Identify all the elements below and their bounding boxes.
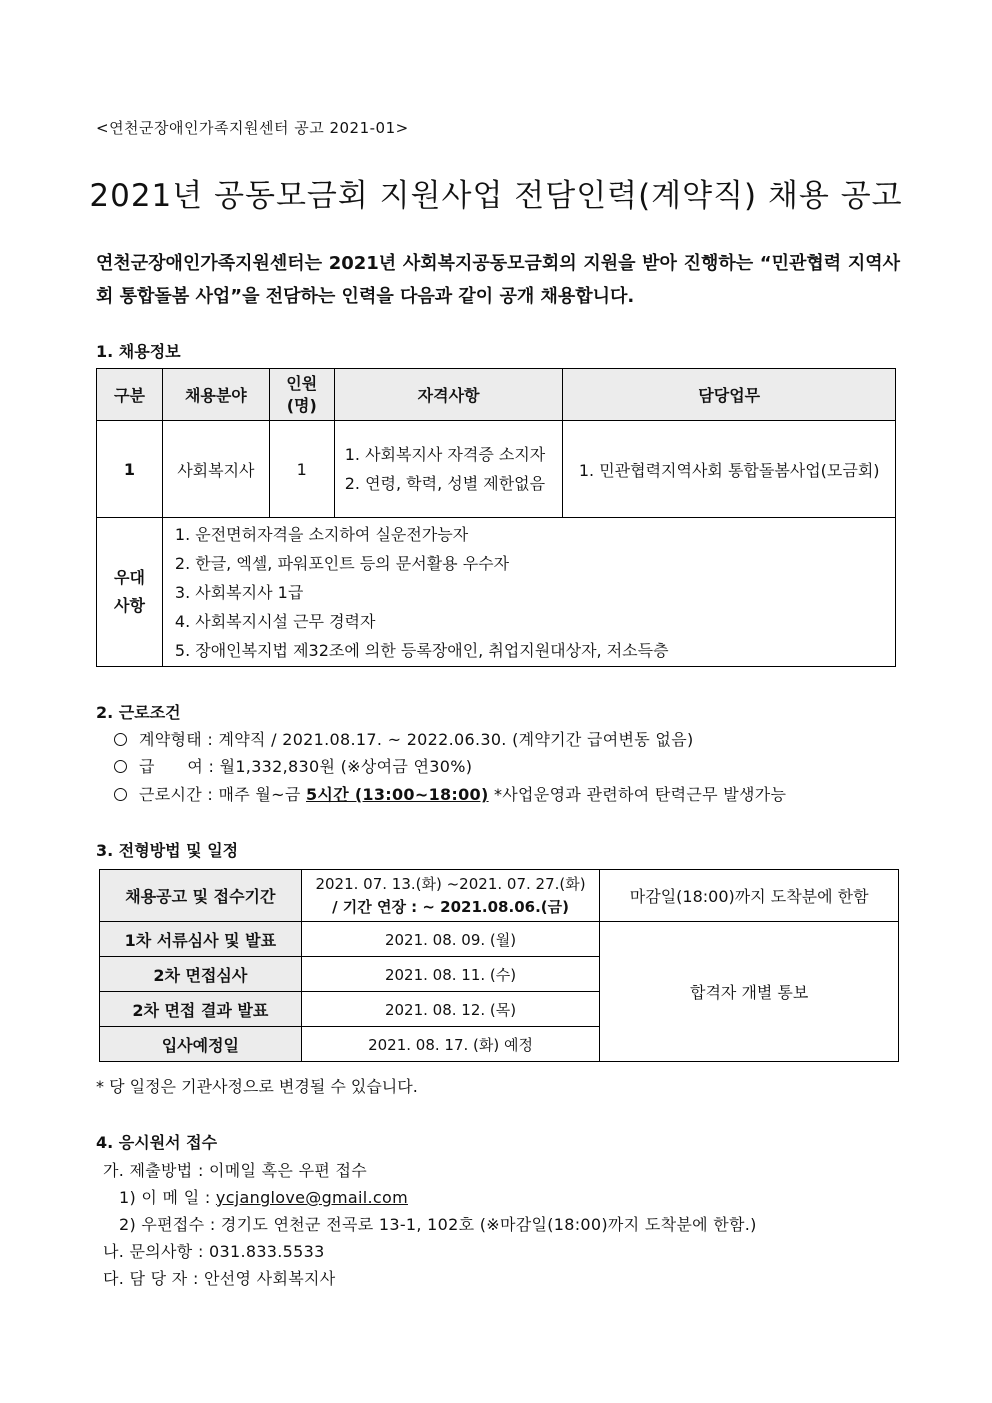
intro-paragraph: 연천군장애인가족지원센터는 2021년 사회복지공동모금회의 지원을 받아 진행하는 “민관협력 지역사회 통합돌봄 사업”을 전담하는 인력을 다음과 같이 공개 채용합니다. — [96, 253, 900, 307]
table-row — [97, 421, 896, 518]
section-1-heading: 1. 채용정보 — [96, 342, 181, 361]
email-link[interactable]: ycjanglove@gmail.com — [215, 1188, 408, 1207]
condition-salary — [114, 754, 472, 777]
schedule-label: 2차 면접심사 — [100, 957, 302, 992]
preference-item: 2. 한글, 엑셀, 파워포인트 등의 문서활용 우수자 — [174, 553, 510, 573]
circle-bullet-icon — [114, 733, 127, 746]
schedule-label: 2차 면접 결과 발표 — [100, 992, 302, 1027]
header-count-line1: 인원 — [286, 373, 318, 393]
apply-email-line — [119, 1185, 408, 1208]
section-2-heading: 2. 근로조건 — [96, 703, 181, 722]
section-3-heading: 3. 전형방법 및 일정 — [96, 841, 239, 860]
condition-contract-text: 계약형태 : 계약직 / 2021.08.17. ~ 2022.06.30. (계약기간 급여변동 없음) — [139, 730, 694, 749]
circle-bullet-icon — [114, 760, 127, 773]
row-count: 1 — [269, 421, 334, 518]
notice-number: <연천군장애인가족지원센터 공고 2021-01> — [96, 119, 409, 137]
preference-row — [97, 518, 896, 667]
row-qualifications — [334, 421, 563, 518]
qualification-item: 2. 연령, 학력, 성별 제한없음 — [344, 474, 546, 493]
row-field: 사회복지사 — [162, 421, 269, 518]
schedule-label: 채용공고 및 접수기간 — [100, 870, 302, 922]
preference-item: 5. 장애인복지법 제32조에 의한 등록장애인, 취업지원대상자, 저소득층 — [174, 640, 669, 660]
schedule-merged-note: 합격자 개별 통보 — [600, 922, 899, 1062]
schedule-date-extension: / 기간 연장 : ~ 2021.08.06.(금) — [332, 897, 569, 916]
schedule-footnote: * 당 일정은 기관사정으로 변경될 수 있습니다. — [96, 1077, 418, 1096]
condition-hours — [114, 782, 786, 805]
qualification-item: 1. 사회복지사 자격증 소지자 — [344, 445, 546, 464]
circle-bullet-icon — [114, 788, 127, 801]
preference-label — [97, 518, 163, 667]
inquiry-phone: 나. 문의사항 : 031.833.5533 — [103, 1242, 325, 1261]
schedule-table — [99, 869, 899, 1062]
condition-hours-highlight: 5시간 (13:00~18:00) — [306, 785, 489, 804]
condition-salary-text: 급 여 : 월1,332,830원 (※상여금 연30%) — [139, 757, 473, 776]
apply-post: 2) 우편접수 : 경기도 연천군 전곡로 13-1, 102호 (※마감일(18:00)까지 도착분에 한함.) — [119, 1215, 757, 1234]
schedule-label: 1차 서류심사 및 발표 — [100, 922, 302, 957]
schedule-date: 2021. 08. 12. (목) — [301, 992, 600, 1027]
preference-list — [162, 518, 895, 667]
schedule-label: 입사예정일 — [100, 1027, 302, 1062]
recruitment-info-table — [96, 368, 896, 667]
header-count — [269, 369, 334, 421]
table-header-row — [97, 369, 896, 421]
schedule-date — [301, 870, 600, 922]
schedule-note: 마감일(18:00)까지 도착분에 한함 — [600, 870, 899, 922]
preference-item: 3. 사회복지사 1급 — [174, 582, 304, 602]
row-number: 1 — [97, 421, 163, 518]
header-duty: 담당업무 — [563, 369, 896, 421]
page-title: 2021년 공동모금회 지원사업 전담인력(계약직) 채용 공고 — [89, 178, 903, 214]
schedule-date: 2021. 08. 09. (월) — [301, 922, 600, 957]
table-row — [100, 922, 899, 957]
apply-email-label: 1) 이 메 일 : — [119, 1188, 216, 1207]
condition-hours-pre: 근로시간 : 매주 월~금 — [139, 785, 306, 804]
condition-contract — [114, 727, 694, 750]
section-4-heading: 4. 응시원서 접수 — [96, 1133, 218, 1152]
header-field: 채용분야 — [162, 369, 269, 421]
condition-hours-post: *사업운영과 관련하여 탄력근무 발생가능 — [488, 785, 787, 804]
contact-person: 다. 담 당 자 : 안선영 사회복지사 — [103, 1269, 336, 1288]
apply-method: 가. 제출방법 : 이메일 혹은 우편 접수 — [103, 1161, 367, 1180]
schedule-date: 2021. 08. 11. (수) — [301, 957, 600, 992]
preference-item: 1. 운전면허자격을 소지하여 실운전가능자 — [174, 524, 469, 544]
header-count-line2: (명) — [286, 395, 317, 415]
header-division: 구분 — [97, 369, 163, 421]
header-qualification: 자격사항 — [334, 369, 563, 421]
preference-label-line2: 사항 — [114, 596, 145, 615]
preference-label-line1: 우대 — [114, 568, 145, 587]
preference-item: 4. 사회복지시설 근무 경력자 — [174, 611, 376, 631]
row-duty: 1. 민관협력지역사회 통합돌봄사업(모금회) — [563, 421, 896, 518]
schedule-date-line1: 2021. 07. 13.(화) ~2021. 07. 27.(화) — [315, 874, 586, 893]
schedule-date: 2021. 08. 17. (화) 예정 — [301, 1027, 600, 1062]
table-row — [100, 870, 899, 922]
